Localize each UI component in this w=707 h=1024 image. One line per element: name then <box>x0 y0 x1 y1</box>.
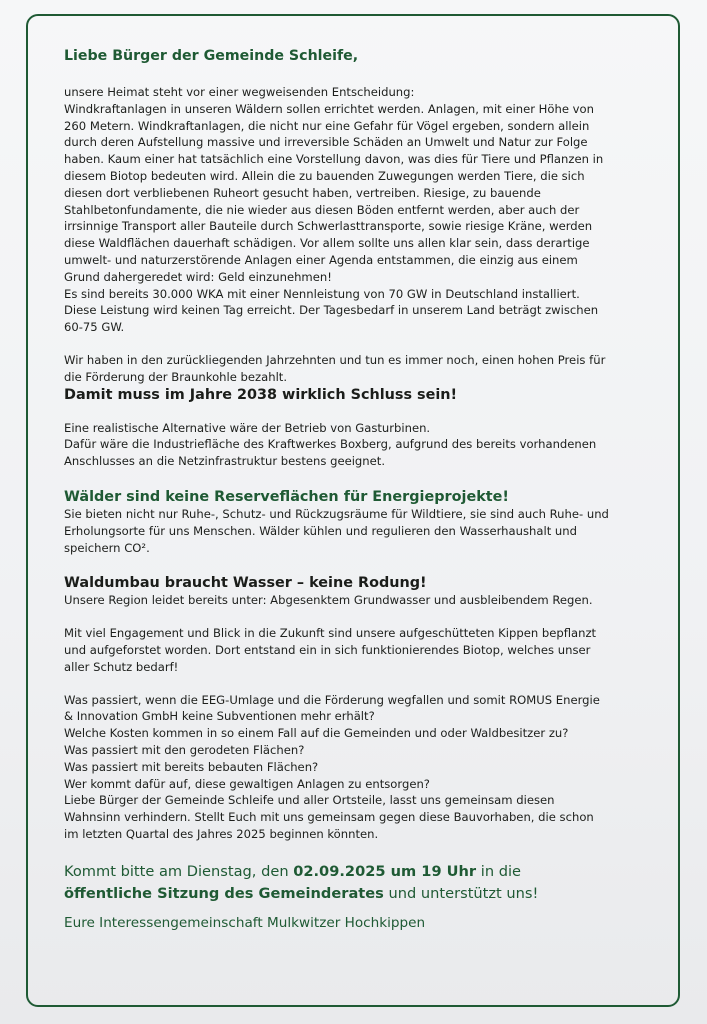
text-line: Erholungsorte für uns Menschen. Wälder kühlen und regulieren den Wasserhaushalt und <box>64 523 577 538</box>
callout-line-2 <box>64 883 656 905</box>
text-line: Unsere Region leidet bereits unter: Abgesenktem Grundwasser und ausbleibendem Regen. <box>64 593 593 608</box>
intro-paragraph <box>64 84 656 336</box>
meeting-datetime: 02.09.2025 um 19 Uhr <box>293 862 477 880</box>
salutation-heading: Liebe Bürger der Gemeinde Schleife, <box>64 48 359 64</box>
flyer-content <box>64 48 656 931</box>
callout-text: und unterstützt uns! <box>383 884 539 902</box>
text-line: und aufgeforstet worden. Dort entstand ein in sich funktionierendes Biotop, welches unser <box>64 642 591 657</box>
biotope-paragraph <box>64 625 656 675</box>
text-line: Was passiert, wenn die EEG-Umlage und die Förderung wegfallen und somit ROMUS Energie <box>64 692 600 707</box>
forests-paragraph <box>64 506 656 556</box>
text-line: unsere Heimat steht vor einer wegweisenden Entscheidung: <box>64 85 415 99</box>
text-line: Welche Kosten kommen in so einem Fall auf die Gemeinden und oder Waldbesitzer zu? <box>64 726 569 741</box>
section-heading-water: Waldumbau braucht Wasser – keine Rodung! <box>64 575 427 592</box>
callout-text: Kommt bitte am Dienstag, den <box>64 862 294 880</box>
text-line: durch deren Aufstellung massive und irreversible Schäden an Umwelt und Natur zur Folge <box>64 135 588 150</box>
text-line: Wer kommt dafür auf, diese gewaltigen Anlagen zu entsorgen? <box>64 776 430 791</box>
text-line: haben. Kaum einer hat tatsächlich eine Vorstellung davon, was dies für Tiere und Pflanzen in <box>64 152 604 167</box>
text-line: Eine realistische Alternative wäre der Betrieb von Gasturbinen. <box>64 420 431 435</box>
text-line: die Förderung der Braunkohle bezahlt. <box>64 369 288 384</box>
text-line: umwelt- und naturzerstörende Anlagen einer Agenda entstammen, die einzig aus einem <box>64 252 578 267</box>
text-line: Es sind bereits 30.000 WKA mit einer Nennleistung von 70 GW in Deutschland installiert. <box>64 286 580 301</box>
meeting-callout <box>64 861 656 905</box>
text-line: Diese Leistung wird keinen Tag erreicht. Der Tagesbedarf in unserem Land beträgt zwischen <box>64 303 599 318</box>
text-line: Wir haben in den zurückliegenden Jahrzehnten und tun es immer noch, einen hohen Preis für <box>64 352 606 367</box>
text-line: aller Schutz bedarf! <box>64 659 179 674</box>
meeting-name: öffentliche Sitzung des Gemeinderates <box>64 884 384 902</box>
coal-paragraph <box>64 352 656 386</box>
text-line: Was passiert mit den gerodeten Flächen? <box>64 742 305 757</box>
section-heading-forests: Wälder sind keine Reserveflächen für Energieprojekte! <box>64 488 509 505</box>
text-line: Stahlbetonfundamente, die nie wieder aus diesen Böden entfernt werden, aber auch der <box>64 202 580 217</box>
callout-text: in die <box>476 862 522 880</box>
gas-turbine-paragraph <box>64 420 656 470</box>
signature: Eure Interessengemeinschaft Mulkwitzer Hochkippen <box>64 914 426 931</box>
callout-line-1 <box>64 861 656 883</box>
section-heading-2038: Damit muss im Jahre 2038 wirklich Schluss sein! <box>64 386 458 403</box>
text-line: Dafür wäre die Industriefläche des Kraftwerkes Boxberg, aufgrund des bereits vorhandenen <box>64 437 597 452</box>
text-line: Sie bieten nicht nur Ruhe-, Schutz- und Rückzugsräume für Wildtiere, sie sind auch Ruhe- und <box>64 506 609 521</box>
text-line: Was passiert mit bereits bebauten Flächen? <box>64 759 319 774</box>
questions-paragraph <box>64 692 656 843</box>
text-line: Mit viel Engagement und Blick in die Zukunft sind unsere aufgeschütteten Kippen bepflanzt <box>64 626 597 641</box>
text-line: Anschlusses an die Netzinfrastruktur bestens geeignet. <box>64 454 386 469</box>
text-line: Wahnsinn verhindern. Stellt Euch mit uns gemeinsam gegen diese Bauvorhaben, die schon <box>64 810 594 825</box>
text-line: 260 Metern. Windkraftanlagen, die nicht nur eine Gefahr für Vögel ergeben, sondern allein <box>64 118 590 133</box>
water-paragraph <box>64 592 656 609</box>
text-line: irrsinnige Transport aller Bauteile durch Schwerlasttransporte, sowie riesige Kräne, werden <box>64 219 593 234</box>
text-line: Grund dahergeredet wird: Geld einzunehmen! <box>64 269 332 284</box>
text-line: im letzten Quartal des Jahres 2025 beginnen könnten. <box>64 826 379 841</box>
text-line: diese Waldflächen dauerhaft schädigen. Vor allem sollte uns allen klar sein, dass derartige <box>64 236 590 251</box>
text-line: diesen dort verbliebenen Ruheort gesucht haben, vertreiben. Riesige, zu bauende <box>64 185 541 200</box>
text-line: diesem Biotop bedeuten wird. Allein die zu bauenden Zuwegungen werden Tiere, die sich <box>64 168 585 183</box>
text-line: Liebe Bürger der Gemeinde Schleife und aller Ortsteile, lasst uns gemeinsam diesen <box>64 793 555 808</box>
text-line: Windkraftanlagen in unseren Wäldern sollen errichtet werden. Anlagen, mit einer Höhe von <box>64 101 594 116</box>
text-line: speichern CO². <box>64 540 150 555</box>
text-line: & Innovation GmbH keine Subventionen mehr erhält? <box>64 709 375 724</box>
text-line: 60-75 GW. <box>64 320 125 335</box>
